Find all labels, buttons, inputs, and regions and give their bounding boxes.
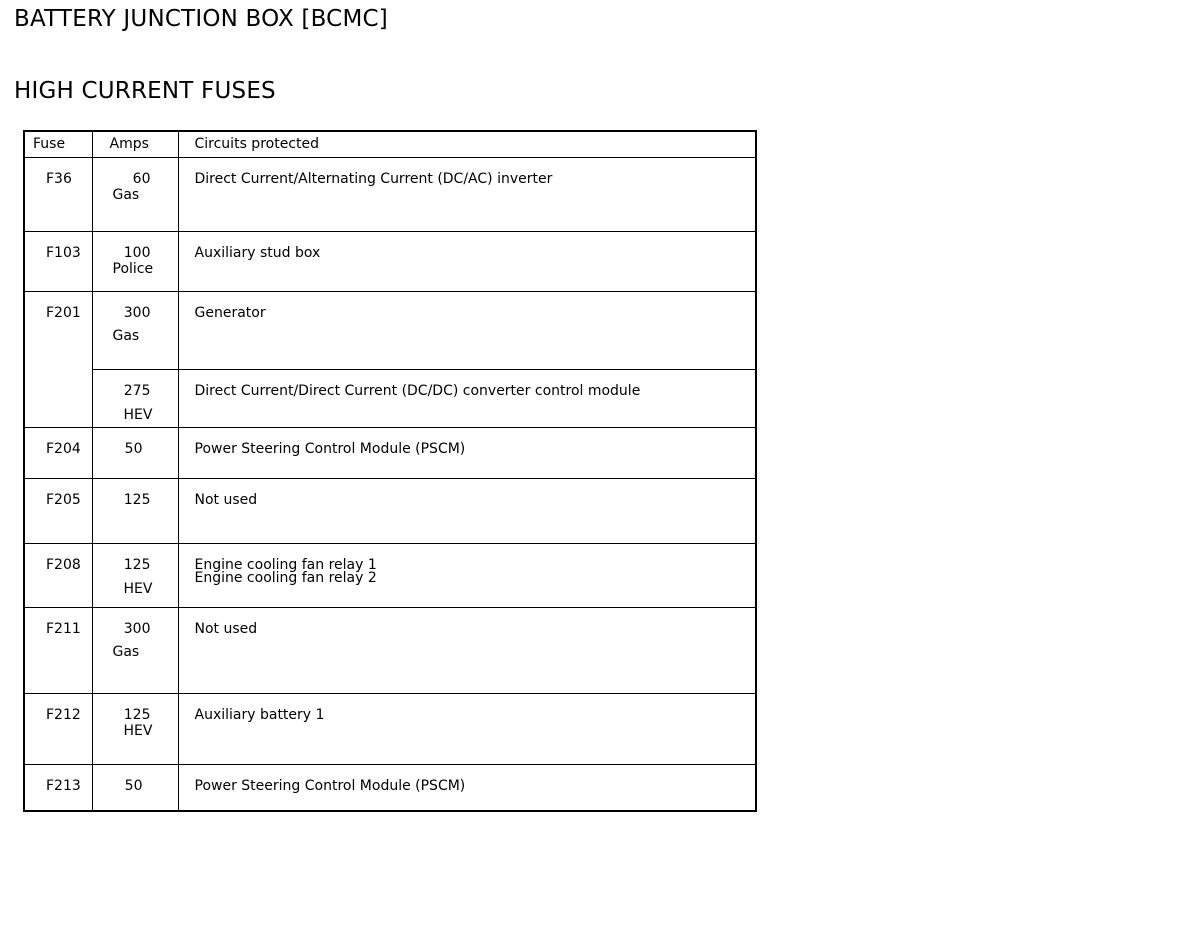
table-row [24,157,756,231]
amps-cell [92,478,178,543]
table-row [24,369,756,427]
amps-value: 50 [124,440,143,457]
circuit-text: Generator [194,304,266,321]
document-title: BATTERY JUNCTION BOX [BCMC] [14,6,388,32]
circuits-cell [178,607,756,693]
circuit-text: Not used [194,491,258,508]
fuse-id: F212 [24,693,92,764]
amps-value: 300 [123,304,151,321]
table-row [24,291,756,369]
circuits-cell [178,369,756,427]
amps-cell [92,427,178,478]
table-header-row [24,131,756,157]
table-row [24,764,756,811]
circuits-cell [178,543,756,607]
circuits-cell [178,427,756,478]
amps-value: 125 [123,491,151,508]
amps-cell [92,543,178,607]
fuse-id: F36 [24,157,92,231]
table-row [24,607,756,693]
header-circuits: Circuits protected [178,131,756,157]
amps-cell [92,764,178,811]
amps-value: 125 [123,706,151,723]
table-row [24,231,756,291]
section-title: HIGH CURRENT FUSES [14,78,276,104]
fuse-id: F213 [24,764,92,811]
amps-value: 50 [124,777,143,794]
circuit-text: Auxiliary stud box [194,244,321,261]
fuse-id: F204 [24,427,92,478]
circuit-text: Engine cooling fan relay 1 [194,556,377,573]
amps-cell [92,231,178,291]
table-row [24,427,756,478]
amps-note: HEV [123,406,153,423]
amps-note: Gas [112,643,140,660]
table-row [24,478,756,543]
amps-note: HEV [123,722,153,739]
amps-cell [92,693,178,764]
amps-note: HEV [123,580,153,597]
fuse-table [23,130,757,812]
circuit-text: Engine cooling fan relay 2 [194,569,377,586]
circuit-text: Power Steering Control Module (PSCM) [194,777,466,794]
circuits-cell [178,291,756,369]
circuit-text: Auxiliary battery 1 [194,706,325,723]
amps-note: Gas [112,327,140,344]
circuits-cell [178,231,756,291]
amps-value: 125 [123,556,151,573]
table-row [24,543,756,607]
header-fuse: Fuse [24,131,92,157]
circuits-cell [178,764,756,811]
amps-note: Gas [112,186,140,203]
circuit-text: Direct Current/Alternating Current (DC/AC) inverter [194,170,553,187]
table-row [24,693,756,764]
circuits-cell [178,478,756,543]
circuit-text: Direct Current/Direct Current (DC/DC) converter control module [194,382,641,399]
fuse-id: F103 [24,231,92,291]
amps-cell [92,369,178,427]
amps-value: 275 [123,382,151,399]
fuse-id: F205 [24,478,92,543]
fuse-id: F201 [24,291,92,427]
amps-cell [92,157,178,231]
header-amps: Amps [92,131,178,157]
amps-value: 100 [123,244,151,261]
circuits-cell [178,693,756,764]
circuit-text: Not used [194,620,258,637]
amps-note: Police [112,260,154,277]
circuit-text: Power Steering Control Module (PSCM) [194,440,466,457]
amps-cell [92,291,178,369]
amps-value: 300 [123,620,151,637]
circuits-cell [178,157,756,231]
amps-value: 60 [132,170,151,187]
amps-cell [92,607,178,693]
fuse-id: F211 [24,607,92,693]
fuse-id: F208 [24,543,92,607]
